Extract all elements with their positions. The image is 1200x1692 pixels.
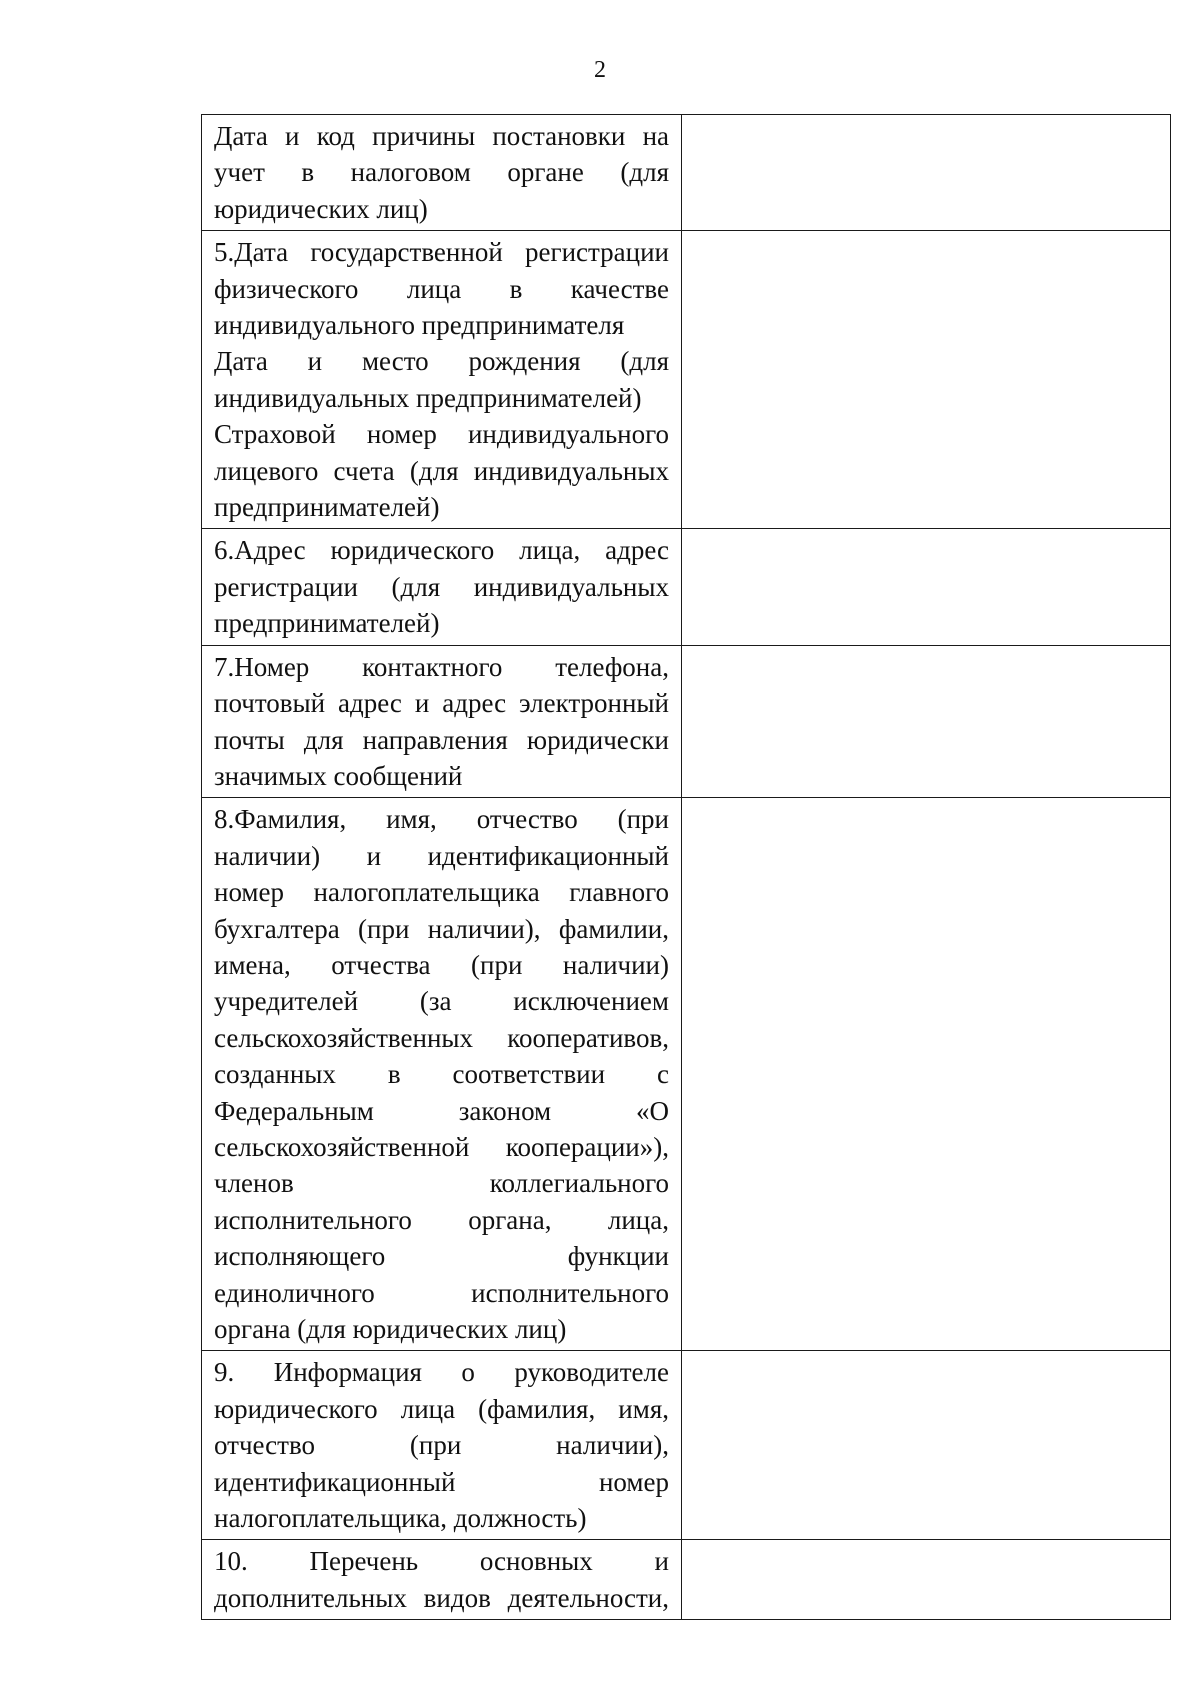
field-label-cell — [202, 231, 682, 529]
field-value-cell[interactable] — [682, 798, 1171, 1351]
field-label-line: 7.Номер контактного телефона, — [214, 651, 669, 682]
table-row — [202, 115, 1171, 231]
field-label-line: исполнительного органа, лица, — [214, 1204, 669, 1235]
table-row — [202, 231, 1171, 529]
field-label-line: регистрации (для индивидуальных — [214, 571, 669, 602]
field-label-line: почтовый адрес и адрес электронный — [214, 688, 669, 719]
field-label-line: юридических лиц) — [214, 193, 428, 224]
field-label-line: учет в налоговом органе (для — [214, 157, 669, 188]
field-label-line: имена, отчества (при наличии) — [214, 949, 669, 980]
field-label-line: органа (для юридических лиц) — [214, 1314, 567, 1344]
field-label-line: налогоплательщика, должность) — [214, 1503, 587, 1534]
field-label-line: лицевого счета (для индивидуальных — [214, 455, 669, 486]
field-label-line: номер налогоплательщика главного — [214, 877, 669, 908]
field-value-cell[interactable] — [682, 231, 1171, 529]
table-row — [202, 798, 1171, 1351]
field-value-cell[interactable] — [682, 1540, 1171, 1620]
field-label-line: 5.Дата государственной регистрации — [214, 237, 669, 268]
field-label-cell — [202, 1351, 682, 1540]
field-label-line: индивидуального предпринимателя — [214, 310, 625, 341]
form-table — [201, 114, 1171, 1620]
field-label-line: созданных в соответствии с — [214, 1059, 669, 1090]
table-row — [202, 1540, 1171, 1620]
field-label-line: юридического лица (фамилия, имя, — [214, 1393, 669, 1424]
field-label-line: почты для направления юридически — [214, 724, 669, 755]
field-label-cell — [202, 798, 682, 1351]
field-label-line: индивидуальных предпринимателей) — [214, 382, 642, 413]
field-label-line: сельскохозяйственных кооперативов, — [214, 1022, 669, 1053]
field-label-line: сельскохозяйственной кооперации»), — [214, 1131, 669, 1162]
table-row — [202, 645, 1171, 798]
field-label-line: Дата и код причины постановки на — [214, 121, 669, 151]
field-label-line: 10. Перечень основных и — [214, 1546, 669, 1577]
field-label-line: физического лица в качестве — [214, 273, 669, 304]
field-value-cell[interactable] — [682, 645, 1171, 798]
field-label-line: 8.Фамилия, имя, отчество (при — [214, 804, 669, 835]
field-label-cell — [202, 529, 682, 645]
field-label-line: дополнительных видов деятельности, — [214, 1582, 669, 1613]
field-label-line: Страховой номер индивидуального — [214, 419, 669, 450]
field-label-line: 6.Адрес юридического лица, адрес — [214, 535, 669, 566]
field-label-line: отчество (при наличии), — [214, 1430, 669, 1461]
field-label-line: идентификационный номер — [214, 1466, 669, 1497]
field-label-cell — [202, 645, 682, 798]
field-label-line: исполняющего функции — [214, 1241, 669, 1272]
form-table-body — [202, 115, 1171, 1620]
field-label-line: значимых сообщений — [214, 760, 463, 791]
table-row — [202, 1351, 1171, 1540]
field-label-cell — [202, 1540, 682, 1620]
field-label-line: учредителей (за исключением — [214, 986, 669, 1017]
field-label-line: бухгалтера (при наличии), фамилии, — [214, 913, 669, 944]
field-label-cell — [202, 115, 682, 231]
page-number: 2 — [594, 57, 606, 83]
field-label-line: членов коллегиального — [214, 1168, 669, 1199]
field-label-line: Федеральным законом «О — [214, 1095, 669, 1126]
field-label-line: единоличного исполнительного — [214, 1277, 669, 1308]
field-label-line: наличии) и идентификационный — [214, 840, 669, 871]
table-row — [202, 529, 1171, 645]
field-value-cell[interactable] — [682, 529, 1171, 645]
field-label-line: предпринимателей) — [214, 492, 440, 523]
field-label-line: Дата и место рождения (для — [214, 346, 669, 377]
field-label-line: предпринимателей) — [214, 608, 440, 639]
field-value-cell[interactable] — [682, 1351, 1171, 1540]
field-label-line: 9. Информация о руководителе — [214, 1357, 669, 1388]
field-value-cell[interactable] — [682, 115, 1171, 231]
